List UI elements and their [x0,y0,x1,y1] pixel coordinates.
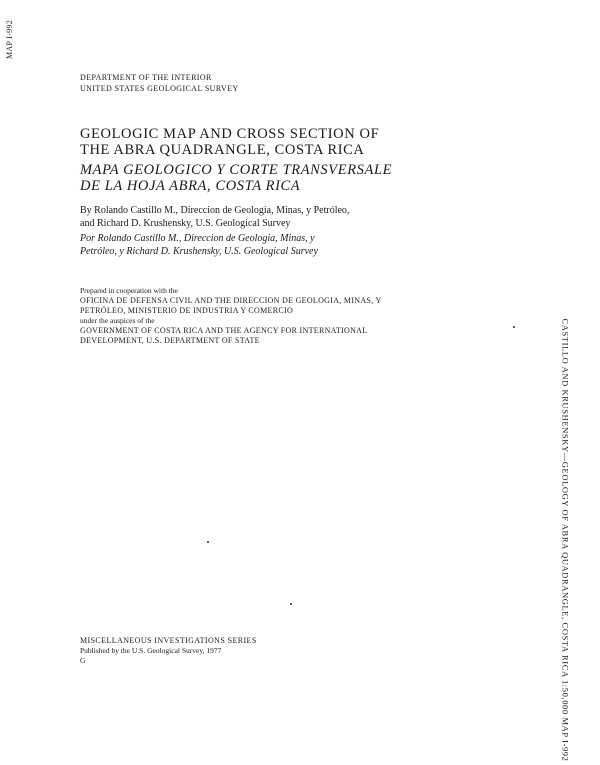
department-line-1: DEPARTMENT OF THE INTERIOR [80,73,212,82]
side-running-title [551,318,581,762]
title-english-line-2: THE ABRA QUADRANGLE, COSTA RICA [80,141,365,158]
authors-spanish [80,232,318,258]
scan-speck [290,603,292,605]
title-spanish-line-2: DE LA HOJA ABRA, COSTA RICA [80,177,301,194]
cooperation-line-6: DEVELOPMENT, U.S. DEPARTMENT OF STATE [80,336,260,345]
side-map-id-text: MAP I-992 [5,19,15,59]
authors-spanish-line-2: Petróleo, y Richard D. Krushensky, U.S. Geological Survey [80,246,318,257]
authors-english-line-1: By Rolando Castillo M., Direccion de Geologia, Minas, y Petróleo, [80,205,350,216]
cooperation-line-1: Prepared in cooperation with the [80,286,178,295]
title-spanish-line-1: MAPA GEOLOGICO Y CORTE TRANSVERSALE [80,162,393,178]
cooperation-line-3: PETRÓLEO, MINISTERIO DE INDUSTRIA Y COMERCIO [80,306,294,315]
publication-series [80,636,257,666]
series-name: MISCELLANEOUS INVESTIGATIONS SERIES [80,636,257,645]
title-spanish [80,163,392,194]
cooperation-line-4: under the auspices of the [80,316,155,325]
scan-speck [513,326,515,328]
authors-english [80,204,349,230]
side-map-id [0,18,20,60]
side-running-title-text: CASTILLO AND KRUSHENSKY—GEOLOGY OF ABRA QUADRANGLE, COSTA RICA 1:50,000 MAP I-992 [561,318,572,762]
title-english-line-1: GEOLOGIC MAP AND CROSS SECTION OF [80,126,380,142]
department-header [80,72,239,94]
title-english [80,127,379,158]
cooperation-statement [80,286,382,346]
publisher-line: Published by the U.S. Geological Survey, 1977 [80,646,222,655]
scan-speck [207,541,209,543]
cooperation-line-2: OFICINA DE DEFENSA CIVIL AND THE DIRECCION DE GEOLOGIA, MINAS, Y [80,296,382,305]
department-line-2: UNITED STATES GEOLOGICAL SURVEY [80,84,239,93]
authors-english-line-2: and Richard D. Krushensky, U.S. Geological Survey [80,218,291,229]
authors-spanish-line-1: Por Rolando Castillo M., Direccion de Geologia, Minas, y [80,233,315,244]
cooperation-line-5: GOVERNMENT OF COSTA RICA AND THE AGENCY FOR INTERNATIONAL [80,326,368,335]
series-mark: G [80,656,86,665]
